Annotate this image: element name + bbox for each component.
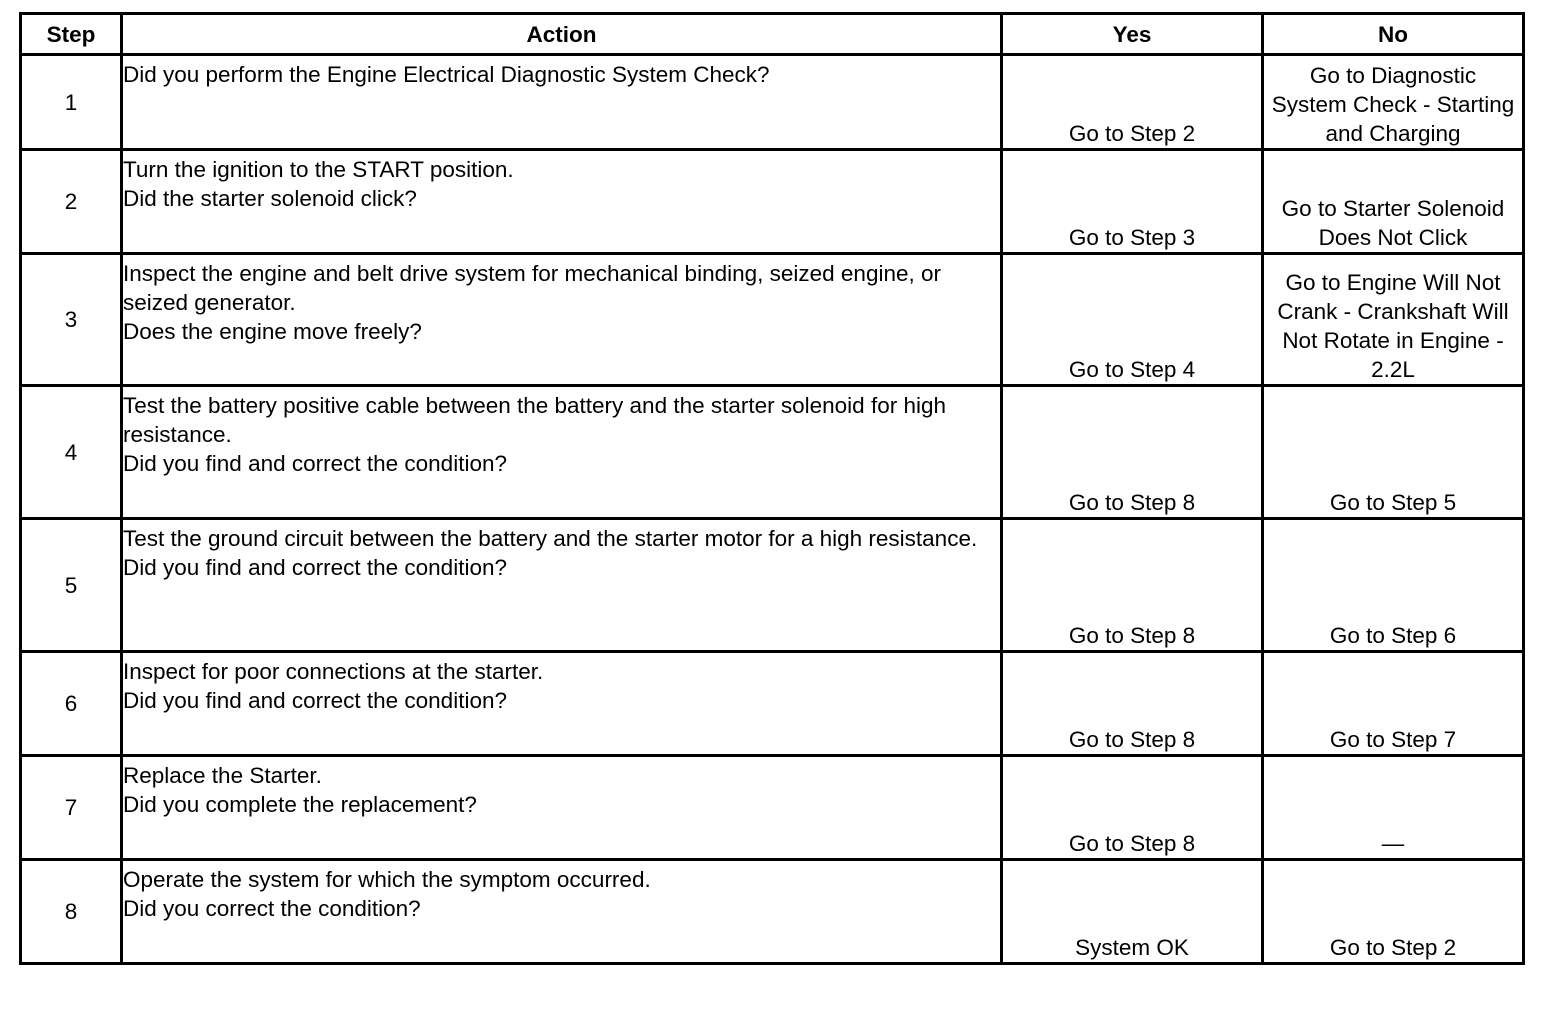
action-question: Does the engine move freely? — [123, 319, 422, 344]
no-result: Go to Step 7 — [1263, 652, 1524, 756]
yes-result: Go to Step 3 — [1002, 150, 1263, 254]
step-number: 6 — [21, 652, 122, 756]
no-result: Go to Engine Will Not Crank - Crankshaft Will Not Rotate in Engine - 2.2L — [1263, 254, 1524, 386]
header-no: No — [1263, 14, 1524, 55]
action-cell — [122, 150, 1002, 254]
no-result: Go to Starter Solenoid Does Not Click — [1263, 150, 1524, 254]
no-result: — — [1263, 756, 1524, 860]
diagnostic-table — [19, 12, 1525, 965]
table-row — [21, 652, 1524, 756]
action-cell — [122, 254, 1002, 386]
action-text: Operate the system for which the symptom occurred. — [123, 867, 651, 892]
table-row — [21, 519, 1524, 652]
step-number: 2 — [21, 150, 122, 254]
table-row — [21, 386, 1524, 519]
action-question: Did you find and correct the condition? — [123, 555, 507, 580]
step-number: 3 — [21, 254, 122, 386]
action-cell — [122, 860, 1002, 964]
action-cell — [122, 386, 1002, 519]
no-result: Go to Step 6 — [1263, 519, 1524, 652]
action-text: Test the ground circuit between the battery and the starter motor for a high resistance. — [123, 526, 978, 551]
header-row — [21, 14, 1524, 55]
action-question: Did you correct the condition? — [123, 896, 421, 921]
action-text: Inspect for poor connections at the starter. — [123, 659, 544, 684]
yes-result: Go to Step 8 — [1002, 756, 1263, 860]
action-question: Did you find and correct the condition? — [123, 688, 507, 713]
yes-result: Go to Step 8 — [1002, 386, 1263, 519]
header-action: Action — [122, 14, 1002, 55]
no-result: Go to Diagnostic System Check - Starting and Charging — [1263, 55, 1524, 150]
action-cell — [122, 652, 1002, 756]
action-text: Turn the ignition to the START position. — [123, 157, 514, 182]
header-yes: Yes — [1002, 14, 1263, 55]
step-number: 4 — [21, 386, 122, 519]
yes-result: Go to Step 2 — [1002, 55, 1263, 150]
step-number: 1 — [21, 55, 122, 150]
yes-result: System OK — [1002, 860, 1263, 964]
step-number: 8 — [21, 860, 122, 964]
action-cell — [122, 55, 1002, 150]
yes-result: Go to Step 4 — [1002, 254, 1263, 386]
action-text: Did you perform the Engine Electrical Diagnostic System Check? — [123, 62, 770, 87]
yes-result: Go to Step 8 — [1002, 519, 1263, 652]
action-question: Did the starter solenoid click? — [123, 186, 417, 211]
header-step: Step — [21, 14, 122, 55]
action-cell — [122, 756, 1002, 860]
no-result: Go to Step 5 — [1263, 386, 1524, 519]
no-result: Go to Step 2 — [1263, 860, 1524, 964]
action-question: Did you find and correct the condition? — [123, 451, 507, 476]
action-text: Replace the Starter. — [123, 763, 322, 788]
action-text: Test the battery positive cable between the battery and the starter solenoid for high resistance. — [123, 393, 946, 447]
step-number: 5 — [21, 519, 122, 652]
step-number: 7 — [21, 756, 122, 860]
table-row — [21, 254, 1524, 386]
action-question: Did you complete the replacement? — [123, 792, 477, 817]
yes-result: Go to Step 8 — [1002, 652, 1263, 756]
action-text: Inspect the engine and belt drive system for mechanical binding, seized engine, or seized generator. — [123, 261, 941, 315]
table-row — [21, 860, 1524, 964]
action-cell — [122, 519, 1002, 652]
table-row — [21, 55, 1524, 150]
table-row — [21, 150, 1524, 254]
table-row — [21, 756, 1524, 860]
